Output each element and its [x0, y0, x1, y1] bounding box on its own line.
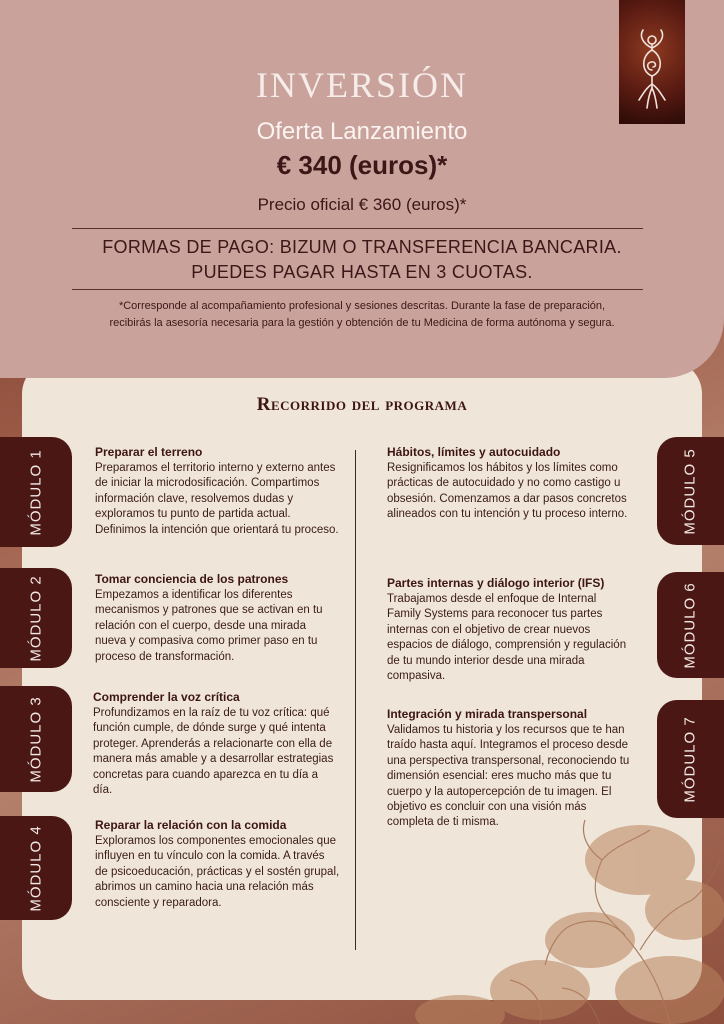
module-tab-3 — [0, 686, 72, 792]
module-description: Trabajamos desde el enfoque de Internal Family Systems para reconocer tus partes internas con el objetivo de crear nuevos espacios de diálogo, comprensión y regulación de tu mundo interior desde una mirada compasiva. — [387, 593, 627, 683]
module-description: Preparamos el territorio interno y externo antes de iniciar la microdosificación. Compartimos información clave, resolvemos dudas y exploramos tu punto de partida actual. Definimos la intención que orientará tu proceso. — [95, 462, 339, 536]
module-tab-7 — [657, 700, 724, 818]
investment-title: INVERSIÓN — [256, 65, 468, 105]
module-description: Validamos tu historia y los recursos que te han traído hasta aquí. Integramos el proceso desde una perspectiva transpersonal, reconociendo tu dimensión esencial: eres mucho más que tu cuerpo y la autopercepción de tu imagen. El objetivo es concluir con una visión más completa de ti misma. — [387, 724, 630, 829]
module-heading: Integración y mirada transpersonal — [387, 707, 588, 721]
module-tab-1 — [0, 437, 72, 547]
module-tab-2 — [0, 568, 72, 668]
module-tab-label: MÓDULO 4 — [27, 824, 45, 912]
module-4 — [95, 818, 340, 911]
pricing-footnote: *Corresponde al acompañamiento profesional y sesiones descritas. Durante la fase de preparación, recibirás la asesoría necesaria para la gestión y obtención de tu Medicina de forma autónoma y segura. — [109, 300, 615, 329]
payment-methods — [0, 235, 724, 285]
program-title: Recorrido del programa — [256, 394, 468, 415]
divider-top — [72, 228, 643, 229]
module-tab-label: MÓDULO 3 — [27, 695, 45, 783]
payment-line-1: FORMAS DE PAGO: BIZUM O TRANSFERENCIA BANCARIA. — [102, 237, 622, 257]
module-heading: Partes internas y diálogo interior (IFS) — [387, 576, 605, 590]
module-heading: Hábitos, límites y autocuidado — [387, 445, 561, 459]
module-3 — [93, 690, 338, 798]
divider-bottom — [72, 289, 643, 290]
module-tab-label: MÓDULO 7 — [682, 715, 700, 803]
module-tab-4 — [0, 816, 72, 920]
module-1 — [95, 445, 340, 538]
launch-offer-price: € 340 (euros)* — [276, 150, 448, 180]
payment-line-2: PUEDES PAGAR HASTA EN 3 CUOTAS. — [191, 262, 533, 282]
module-heading: Comprender la voz crítica — [93, 690, 240, 704]
module-heading: Preparar el terreno — [95, 445, 203, 459]
module-tab-5 — [657, 437, 724, 545]
module-tab-label: MÓDULO 1 — [27, 448, 45, 536]
module-5 — [387, 445, 632, 523]
launch-offer-label: Oferta Lanzamiento — [256, 118, 468, 145]
module-heading: Tomar conciencia de los patrones — [95, 572, 289, 586]
module-tab-6 — [657, 572, 724, 678]
pricing-section — [0, 0, 724, 378]
module-description: Profundizamos en la raíz de tu voz crítica: qué función cumple, de dónde surge y qué intenta proteger. Aprenderás a relacionarte con ella de manera más amable y a desarrollar estrategias concretas para cuando aparezca en tu día a día. — [93, 707, 334, 797]
module-description: Empezamos a identificar los diferentes mecanismos y patrones que se activan en tu relación con el cuerpo, desde una mirada nueva y compasiva como primer paso en tu proceso de transformación. — [95, 589, 323, 663]
module-tab-label: MÓDULO 6 — [682, 581, 700, 669]
module-tab-label: MÓDULO 5 — [682, 447, 700, 535]
module-description: Exploramos los componentes emocionales que influyen en tu vínculo con la comida. A través de psicoeducación, prácticas y el sostén grupal, abrimos un camino hacia una relación más consciente y reparadora. — [95, 835, 340, 909]
module-description: Resignificamos los hábitos y los límites como prácticas de autocuidado y no como castigo u obsesión. Comenzamos a dar pasos concretos alineados con tu intención y tu proceso interno. — [387, 462, 628, 521]
official-price: Precio oficial € 360 (euros)* — [257, 195, 467, 214]
module-tab-label: MÓDULO 2 — [27, 574, 45, 662]
module-heading: Reparar la relación con la comida — [95, 818, 287, 832]
module-7 — [387, 707, 632, 831]
column-divider — [355, 450, 356, 950]
module-2 — [95, 572, 340, 665]
module-6 — [387, 576, 632, 684]
